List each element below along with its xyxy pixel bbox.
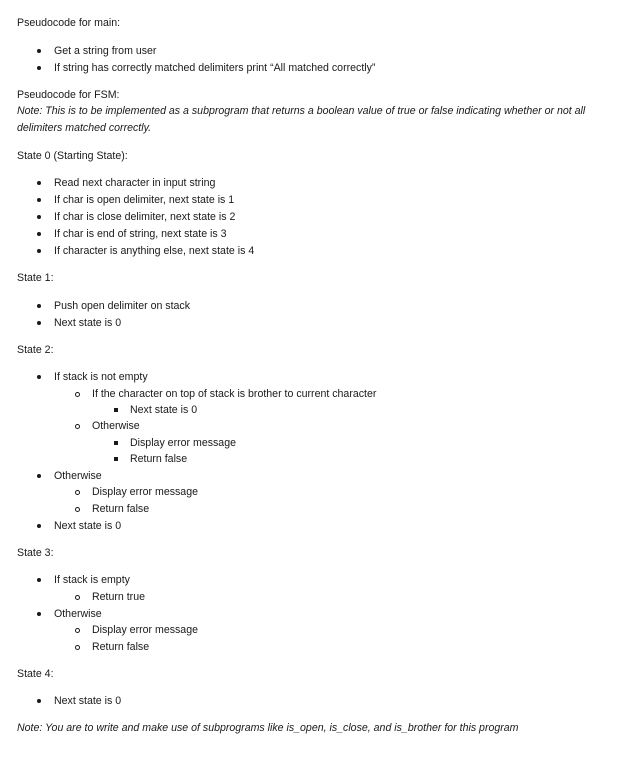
- list-item: If char is end of string, next state is 3: [54, 228, 227, 240]
- list-item: Get a string from user: [54, 45, 157, 57]
- list-item: If string has correctly matched delimiters print “All matched correctly”: [54, 62, 376, 74]
- bullet-icon: [37, 49, 41, 53]
- circle-bullet-icon: [75, 392, 80, 397]
- list-item: Next state is 0: [54, 695, 122, 707]
- square-bullet-icon: [114, 441, 118, 445]
- state0-heading: State 0 (Starting State):: [17, 150, 128, 162]
- list-item: Push open delimiter on stack: [54, 300, 191, 312]
- list-item: Display error message: [92, 486, 198, 498]
- circle-bullet-icon: [75, 628, 80, 633]
- list-item: Otherwise: [54, 608, 102, 620]
- list-item: Display error message: [92, 624, 198, 636]
- bullet-icon: [37, 66, 41, 70]
- list-item: Next state is 0: [54, 520, 122, 532]
- bullet-icon: [37, 699, 41, 703]
- square-bullet-icon: [114, 457, 118, 461]
- fsm-heading: Pseudocode for FSM:: [17, 89, 120, 101]
- fsm-note-line1: Note: This is to be implemented as a subprogram that returns a boolean value of true or false indicating whether or not all: [17, 105, 586, 117]
- bullet-icon: [37, 181, 41, 185]
- list-item: If char is open delimiter, next state is 1: [54, 194, 235, 206]
- list-item: Read next character in input string: [54, 177, 216, 189]
- bullet-icon: [37, 232, 41, 236]
- square-bullet-icon: [114, 408, 118, 412]
- list-item: Otherwise: [92, 420, 140, 432]
- circle-bullet-icon: [75, 507, 80, 512]
- circle-bullet-icon: [75, 645, 80, 650]
- bullet-icon: [37, 578, 41, 582]
- list-item: Return false: [92, 503, 150, 515]
- circle-bullet-icon: [75, 424, 80, 429]
- bullet-icon: [37, 321, 41, 325]
- list-item: Return true: [92, 591, 145, 603]
- list-item: Next state is 0: [130, 404, 198, 416]
- list-item: Otherwise: [54, 470, 102, 482]
- list-item: Return false: [92, 641, 150, 653]
- fsm-note-line2: delimiters matched correctly.: [17, 122, 152, 134]
- list-item: If stack is not empty: [54, 371, 148, 383]
- bullet-icon: [37, 198, 41, 202]
- bullet-icon: [37, 474, 41, 478]
- state2-heading: State 2:: [17, 344, 54, 356]
- circle-bullet-icon: [75, 595, 80, 600]
- state4-heading: State 4:: [17, 668, 54, 680]
- list-item: If char is close delimiter, next state is 2: [54, 211, 236, 223]
- state1-heading: State 1:: [17, 272, 54, 284]
- circle-bullet-icon: [75, 490, 80, 495]
- list-item: If character is anything else, next state is 4: [54, 245, 255, 257]
- list-item: Display error message: [130, 437, 236, 449]
- list-item: Next state is 0: [54, 317, 122, 329]
- state3-heading: State 3:: [17, 547, 54, 559]
- final-note: Note: You are to write and make use of subprograms like is_open, is_close, and is_brother for this program: [17, 722, 519, 734]
- bullet-icon: [37, 215, 41, 219]
- main-heading: Pseudocode for main:: [17, 17, 121, 29]
- list-item: If the character on top of stack is brother to current character: [92, 388, 377, 400]
- bullet-icon: [37, 524, 41, 528]
- bullet-icon: [37, 304, 41, 308]
- list-item: Return false: [130, 453, 188, 465]
- bullet-icon: [37, 612, 41, 616]
- bullet-icon: [37, 249, 41, 253]
- bullet-icon: [37, 375, 41, 379]
- list-item: If stack is empty: [54, 574, 130, 586]
